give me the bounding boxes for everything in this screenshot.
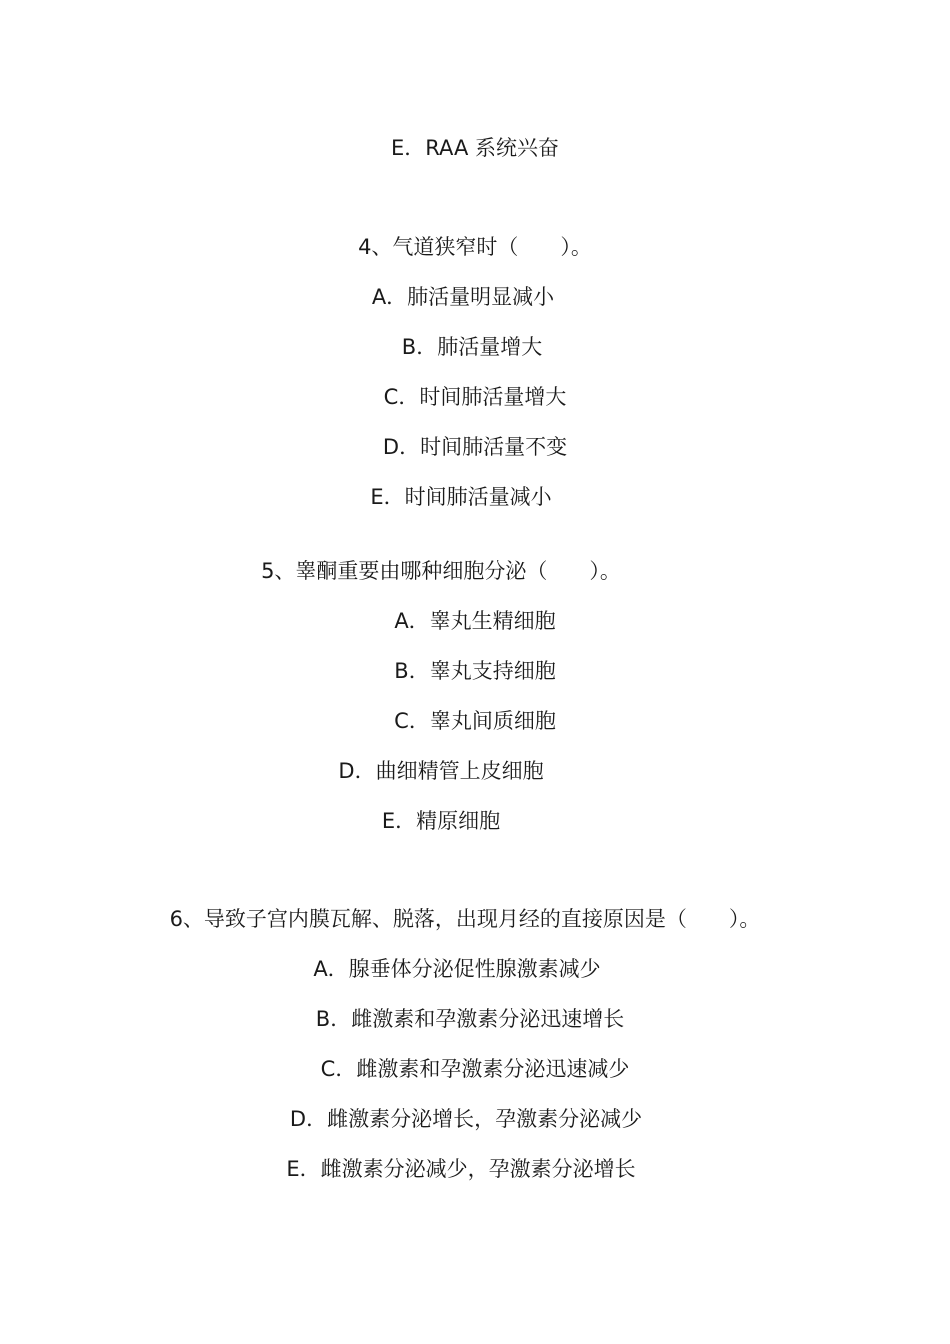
question-4-stem: 4、气道狭窄时（ ）。 — [358, 235, 592, 259]
question-5-option-a: A．睾丸生精细胞 — [394, 609, 556, 633]
question-6-option-d: D．雌激素分泌增长，孕激素分泌减少 — [289, 1107, 643, 1131]
question-6-stem: 6、导致子宫内膜瓦解、脱落，出现月经的直接原因是（ ）。 — [169, 907, 761, 931]
question-4-option-e: E．时间肺活量减小 — [370, 485, 552, 509]
question-5-option-e: E．精原细胞 — [381, 809, 501, 833]
question-4-option-a: A．肺活量明显减小 — [371, 285, 555, 309]
question-6-option-a: A．腺垂体分泌促性腺激素减少 — [313, 957, 601, 981]
question-4-option-b: B．肺活量增大 — [401, 335, 543, 359]
question-5-option-c: C．睾丸间质细胞 — [394, 709, 556, 733]
question-6-option-e: E．雌激素分泌减少，孕激素分泌增长 — [286, 1157, 636, 1181]
question-5-stem: 5、睾酮重要由哪种细胞分泌（ ）。 — [261, 559, 621, 583]
question-5-option-d: D．曲细精管上皮细胞 — [338, 759, 544, 783]
question-6-option-c: C．雌激素和孕激素分泌迅速减少 — [320, 1057, 630, 1081]
prev-option-e: E．RAA 系统兴奋 — [391, 136, 559, 160]
question-6-option-b: B．雌激素和孕激素分泌迅速增长 — [315, 1007, 625, 1031]
question-5-option-b: B．睾丸支持细胞 — [394, 659, 556, 683]
question-4-option-c: C．时间肺活量增大 — [383, 385, 567, 409]
question-4-option-d: D．时间肺活量不变 — [382, 435, 568, 459]
